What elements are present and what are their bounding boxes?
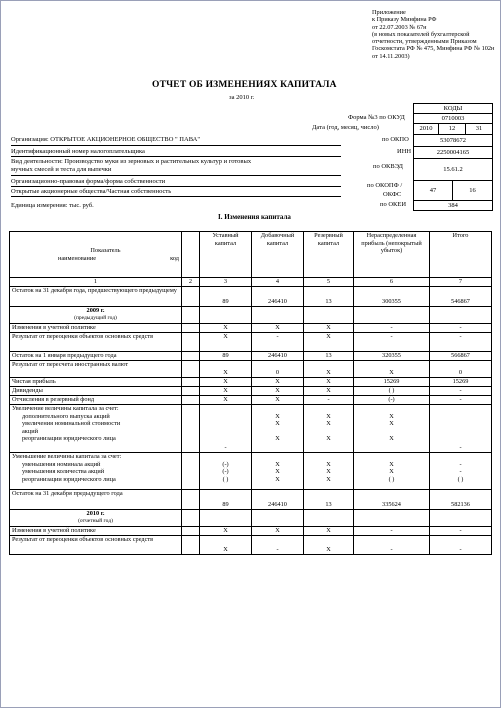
activity-line-1: Вид деятельности: Производство муки из зерновых и растительных культур и готовых bbox=[11, 158, 252, 165]
unit-of-measure: Единица измерения: тыс. руб. bbox=[11, 202, 94, 209]
colnum: 7 bbox=[430, 278, 492, 287]
header-reserve-capital: Резервный капитал bbox=[304, 232, 354, 278]
date-month: 12 bbox=[439, 124, 466, 134]
header-charter-capital: Уставный капитал bbox=[200, 232, 252, 278]
header-retained-earnings: Нераспределенная прибыль (непокрытый убыток) bbox=[354, 232, 430, 278]
section-title: I. Изменения капитала bbox=[218, 213, 291, 221]
colnum: 1 bbox=[10, 278, 182, 287]
okopf-code bbox=[414, 181, 492, 201]
table-row: Уменьшение величины капитала за счет: уменьшения номинала акций уменьшения количества акций реорганизации юридического лица (-) (-) ( ) X X X X X X X X ( ) - - ( ) bbox=[10, 453, 492, 490]
codes-header: КОДЫ bbox=[413, 103, 493, 114]
table-row: Чистая прибыль X X X 15269 15269 bbox=[10, 378, 492, 387]
header-code: код bbox=[170, 254, 179, 262]
date-label: Дата (год, месяц, число) bbox=[312, 124, 379, 131]
table-row: Дивиденды X X X ( ) - bbox=[10, 387, 492, 396]
table-row: Увеличение величины капитала за счет: дополнительного выпуска акций увеличения номинальной стоимости акций реорганизации юридического лица - X X X X X X X X X - bbox=[10, 405, 492, 453]
document-period: за 2010 г. bbox=[229, 94, 255, 101]
okpo-label: по ОКПО bbox=[382, 136, 409, 143]
subheader-row: 2010 г. (отчетный год) bbox=[10, 510, 492, 527]
okpo-code: 53078672 bbox=[414, 135, 492, 147]
colnum: 5 bbox=[304, 278, 354, 287]
date-year: 2010 bbox=[414, 124, 439, 134]
table-row: Изменения в учетной политике X X X - - bbox=[10, 527, 492, 536]
okei-label: по ОКЕИ bbox=[380, 201, 407, 208]
appendix-line: от 22.07.2003 № 67н bbox=[372, 23, 427, 31]
header-name: наименование код bbox=[58, 254, 179, 262]
table-row: Результат от переоценки объектов основных средств X - X - - bbox=[10, 333, 492, 352]
previous-year: 2009 г. bbox=[86, 307, 105, 314]
appendix-line: отчетности, утвержденными Приказом bbox=[372, 38, 477, 46]
subheader-row: 2009 г. (предыдущий год) bbox=[10, 307, 492, 324]
document-title: ОТЧЕТ ОБ ИЗМЕНЕНИЯХ КАПИТАЛА bbox=[152, 80, 337, 90]
appendix-line: от 14.11.2003) bbox=[372, 52, 410, 60]
appendix-line: Госкомстата РФ № 475, Минфина РФ № 102н bbox=[372, 45, 495, 53]
activity-line-2: мучных смесей и теста для выпечки bbox=[11, 166, 112, 173]
inn-code: 2250004165 bbox=[414, 147, 492, 159]
table-row: Остаток на 31 декабря предыдущего года 89 246410 13 335624 582136 bbox=[10, 490, 492, 510]
table-row: Результат от переоценки объектов основных средств X - X - - bbox=[10, 536, 492, 555]
date-day: 31 bbox=[475, 125, 483, 132]
header-code-cell bbox=[182, 232, 200, 278]
okopf-label: по ОКОПФ / bbox=[367, 182, 403, 189]
okopf-value: 47 bbox=[414, 181, 453, 200]
colnum: 2 bbox=[182, 278, 200, 287]
okved-code: 15.61.2 bbox=[414, 159, 492, 181]
date-code bbox=[414, 124, 492, 135]
table-row: Результат от пересчета иностранных валют X 0 X X 0 bbox=[10, 361, 492, 378]
okfs-label: ОКФС bbox=[383, 191, 402, 198]
header-indicator: Показатель наименование код bbox=[10, 232, 182, 278]
legal-form-label: Организационно-правовая форма/форма собственности bbox=[11, 178, 166, 185]
column-number-row bbox=[10, 278, 492, 287]
okfs-value: 16 bbox=[469, 187, 476, 194]
appendix-line: (в новых показателей бухгалтерской bbox=[372, 30, 470, 38]
reporting-year: 2010 г. bbox=[86, 510, 105, 517]
table-row: Отчисления в резервный фонд X X - (-) - bbox=[10, 396, 492, 405]
legal-form-value: Открытые акционерные общества/Частная собственность bbox=[11, 188, 172, 195]
inn-label: ИНН bbox=[397, 148, 412, 155]
taxpayer-id-label: Идентификационный номер налогоплательщика bbox=[11, 148, 145, 155]
appendix-line: Приложение bbox=[372, 9, 406, 16]
table-row: Изменения в учетной политике X X X - - bbox=[10, 324, 492, 333]
table-row: Остаток на 1 января предыдущего года 89 246410 13 320355 566867 bbox=[10, 352, 492, 361]
appendix-line: к Приказу Минфина РФ bbox=[372, 16, 437, 24]
okei-code: 384 bbox=[448, 202, 458, 209]
header-total: Итого bbox=[430, 232, 492, 278]
colnum: 6 bbox=[354, 278, 430, 287]
header-additional-capital: Добавочный капитал bbox=[252, 232, 304, 278]
okud-code: 0710003 bbox=[414, 114, 492, 124]
table-row: Остаток на 31 декабря года, предшествующего предыдущему 89 246410 13 300355 546867 bbox=[10, 287, 492, 307]
okud-label: Форма №3 по ОКУД bbox=[348, 114, 405, 121]
colnum: 3 bbox=[200, 278, 252, 287]
codes-box bbox=[413, 113, 493, 211]
organization-name: Организация: ОТКРЫТОЕ АКЦИОНЕРНОЕ ОБЩЕСТВО " ПАВА" bbox=[11, 136, 200, 143]
colnum: 4 bbox=[252, 278, 304, 287]
okved-label: по ОКВЭД bbox=[373, 163, 403, 170]
appendix-note bbox=[372, 9, 494, 60]
table-header-row bbox=[10, 232, 492, 278]
capital-changes-table bbox=[9, 231, 492, 555]
